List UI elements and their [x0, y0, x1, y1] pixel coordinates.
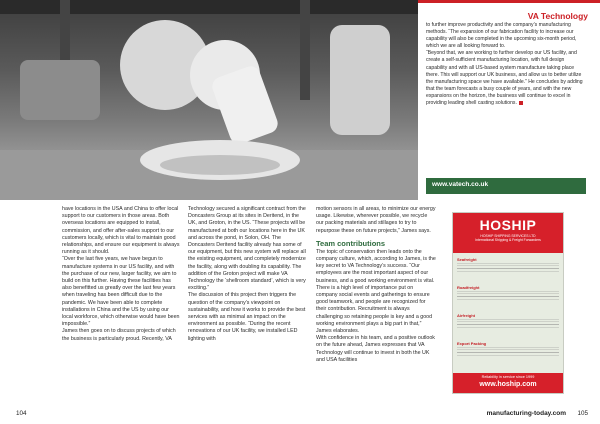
- paragraph: “Over the last five years, we have begun to manufacture systems in our US facility, and with the purchase of our new, larger facility, we aim to build on this further. Having these facilities has also benefitted us greatly over the last few years when traveling has been difficult due to the pandemic. We have been able to complete installations in China and the US by using our local workforce, which otherwise would have been impossible.”: [62, 256, 180, 328]
- paragraph: Technology secured a significant contract from the Doncasters Group at its sites in Deritend, in the UK, and Groton, in the US. “These projects will be manufactured at both our locations here in the UK and across the pond, in Solon, OH. The Doncasters Deritend facility already has some of our equipment, but this new system will replace all the existing equipment, and completely modernize the facility, along with doubling its capability. The addition of the Groton project will make VA Technology the ‘shellroom standard’, which is very exciting.”: [188, 206, 306, 292]
- end-mark: [519, 101, 523, 105]
- ad-section: Export Packing: [457, 341, 559, 357]
- ad-header: [453, 213, 563, 253]
- header-rule: [418, 0, 600, 3]
- paragraph: “Beyond that, we are working to further develop our US facility, and create a self-sufficient manufacturing location, with full design capability and with all US-based system manufacture taking place there. This will support our UK business, and allow us to better utilize the manufacturing space we have available.” He concludes by adding that the team forecasts a busy couple of years, and with the new expansions on the horizon, the business will continue to excel in providing leading shell casting solutions.: [426, 50, 583, 107]
- paragraph: With confidence in his team, and a positive outlook on the future ahead, James expresses that VA Technology will continue to invest in both the UK and USA facilities: [316, 335, 435, 363]
- paragraph: motion sensors in all areas, to minimize our energy usage. Likewise, wherever possible, we recycle our packing materials and stillages to try to repurpose these on future projects,” James says.: [316, 206, 436, 234]
- factory-robot-photo: [0, 0, 418, 200]
- paragraph: to further improve productivity and the company’s manufacturing methods. “The expansion of our fabrication facility to increase our capability will also be completed in the upcoming six-month period, which we are all looking forward to.: [426, 22, 577, 50]
- ad-website[interactable]: www.hoship.com: [479, 381, 537, 388]
- ad-section: Roadfreight: [457, 285, 559, 301]
- paragraph: The topic of conservation then leads onto the company culture, which, according to James, is the key secret to VA Technology’s success. “Our employees are the most important aspect of our business, and a good working environment is vital. There is a high level of importance put on company social events and gatherings to ensure good teamwork, and people are recognized for their contribution. Recruitment is always challenging so retaining people is key and a good working environment plays a big part in that,” James elaborates.: [316, 248, 436, 335]
- ad-section: Airfreight: [457, 313, 559, 329]
- page-number-right: 105: [577, 410, 588, 417]
- ad-subtitle: HOSHIP SHIPPING SERVICES LTD International Shipping & Freight Forwarders: [475, 234, 541, 243]
- footer-site: manufacturing-today.com: [486, 410, 566, 417]
- company-header: [418, 0, 600, 22]
- ad-section: Seafreight: [457, 257, 559, 273]
- ad-tagline: Reliability in service since 1999: [481, 375, 535, 379]
- body-column-3: [316, 206, 436, 364]
- ad-brand: HOSHIP: [479, 217, 537, 233]
- paragraph: have locations in the USA and China to offer local support to our customers in those areas. Both overseas locations are equipped to install, commission, and offer after-sales support to our customers locally, which is vital to maintain good relationships, and ensure our equipment is always running as it should.: [62, 206, 180, 256]
- website-bar[interactable]: [426, 178, 586, 194]
- body-column-2: [188, 206, 306, 343]
- paragraph: The discussion of this project then triggers the question of the company’s viewpoint on sustainability, and how it works to provide the best services with as minimal an impact on the environment as possible. “During the recent renovations of our UK facility, we installed LED lighting with: [188, 292, 306, 342]
- ad-footer: [453, 373, 563, 393]
- company-name: VA Technology: [527, 11, 588, 21]
- page-number-left: 104: [16, 410, 27, 417]
- right-column-text: [426, 22, 586, 107]
- paragraph: James then goes on to discuss projects of which the business is particularly proud. Recently, VA: [62, 328, 176, 342]
- website-link[interactable]: www.vatech.co.uk: [432, 181, 489, 188]
- body-column-1: [62, 206, 180, 343]
- hoship-advertisement[interactable]: [452, 212, 564, 394]
- section-heading: Team contributions: [316, 238, 386, 248]
- page-footer: [0, 406, 600, 424]
